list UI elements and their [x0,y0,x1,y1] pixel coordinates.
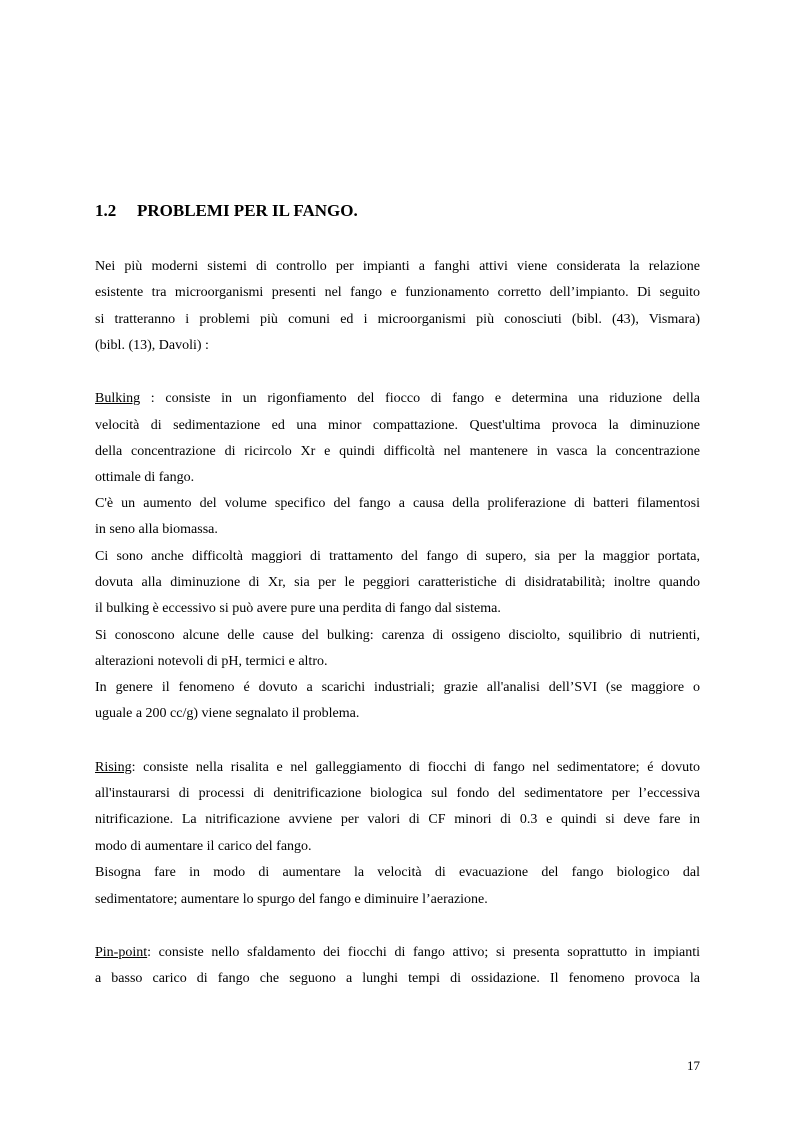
intro-line-4: (bibl. (13), Davoli) : [95,338,209,353]
bulking-line-4: ottimale di fango. [95,470,195,485]
section-title: PROBLEMI PER IL FANGO. [137,201,358,220]
section-number: 1.2 [95,201,117,220]
bulking-line-1-text: : consiste in un rigonfiamento del fiocco di fango e determina una riduzione della [140,391,700,406]
bulking-line-6: in seno alla biomassa. [95,522,218,537]
intro-line-2: esistente tra microorganismi presenti nel fango e funzionamento corretto dell’impianto. Di seguito [95,285,700,300]
pinpoint-line-2: a basso carico di fango che seguono a lunghi tempi di ossidazione. Il fenomeno provoca la [95,971,700,986]
bulking-line-9: il bulking è eccessivo si può avere pure una perdita di fango dal sistema. [95,601,501,616]
pinpoint-line-1 [95,945,700,961]
bulking-line-12: In genere il fenomeno é dovuto a scarichi industriali; grazie all'analisi dell’SVI (se maggiore o [95,680,700,695]
page-number: 17 [687,1058,700,1073]
bulking-line-11: alterazioni notevoli di pH, termici e altro. [95,654,328,669]
rising-line-6: sedimentatore; aumentare lo spurgo del fango e diminuire l’aerazione. [95,892,488,907]
bulking-line-1 [95,391,700,407]
pinpoint-line-1-text: : consiste nello sfaldamento dei fiocchi di fango attivo; si presenta soprattutto in impianti [147,945,700,960]
bulking-line-7: Ci sono anche difficoltà maggiori di trattamento del fango di supero, sia per la maggior portata, [95,549,700,564]
rising-line-3: nitrificazione. La nitrificazione avviene per valori di CF minori di 0.3 e quindi si deve fare in [95,812,700,827]
rising-line-1-text: : consiste nella risalita e nel galleggiamento di fiocchi di fango nel sedimentatore; é dovuto [131,760,700,775]
rising-line-5: Bisogna fare in modo di aumentare la velocità di evacuazione del fango biologico dal [95,865,700,880]
bulking-line-5: C'è un aumento del volume specifico del fango a causa della proliferazione di batteri filamentosi [95,496,700,511]
pinpoint-term: Pin-point [95,945,148,960]
rising-line-4: modo di aumentare il carico del fango. [95,839,312,854]
rising-term: Rising [95,760,132,775]
section-heading [95,201,358,221]
bulking-line-8: dovuta alla diminuzione di Xr, sia per le peggiori caratteristiche di disidratabilità; inoltre quando [95,575,700,590]
bulking-line-3: della concentrazione di ricircolo Xr e quindi difficoltà nel mantenere in vasca la concentrazione [95,444,700,459]
rising-line-2: all'instaurarsi di processi di denitrificazione biologica sul fondo del sedimentatore per l’eccessiva [95,786,700,801]
bulking-term: Bulking [95,391,141,406]
bulking-line-13: uguale a 200 cc/g) viene segnalato il problema. [95,706,360,721]
intro-line-1: Nei più moderni sistemi di controllo per impianti a fanghi attivi viene considerata la relazione [95,259,700,274]
bulking-line-10: Si conoscono alcune delle cause del bulking: carenza di ossigeno disciolto, squilibrio di nutrienti, [95,628,700,643]
bulking-line-2: velocità di sedimentazione ed una minor compattazione. Quest'ultima provoca la diminuzione [95,418,700,433]
rising-line-1 [95,760,700,776]
intro-line-3: si tratteranno i problemi più comuni ed i microorganismi più conosciuti (bibl. (43), Vismara) [95,312,700,327]
